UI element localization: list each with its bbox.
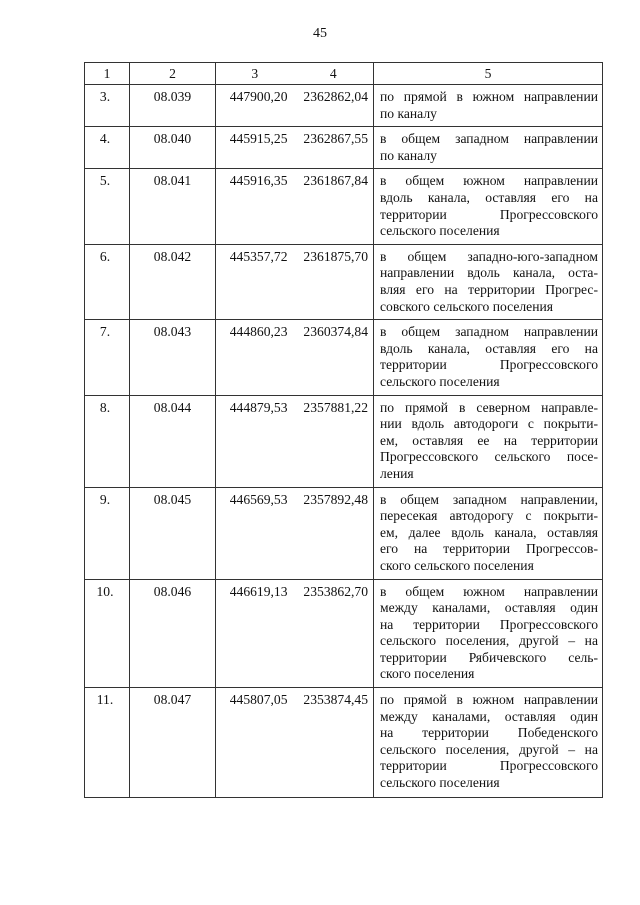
coordinate-y: 2353874,45: [294, 688, 374, 798]
page-number: 45: [313, 26, 327, 41]
description-line: по прямой в северном направле-: [380, 399, 598, 415]
description-line: ем, оставляя ее на территории: [380, 432, 598, 448]
coordinate-x: 445807,05: [216, 688, 294, 798]
description-line: ем, далее вдоль канала, оставляя: [380, 524, 598, 540]
row-number: 11.: [85, 688, 130, 798]
description-line: в общем западном направлении,: [380, 491, 598, 507]
coordinate-y: 2362862,04: [294, 85, 374, 127]
description-line: территории Прогрессовского: [380, 206, 598, 222]
coordinate-y: 2357881,22: [294, 395, 374, 487]
point-code: 08.040: [130, 127, 216, 169]
row-number: 8.: [85, 395, 130, 487]
point-code: 08.046: [130, 579, 216, 688]
description-line: территории Прогрессовского: [380, 357, 598, 373]
description-line: в общем западно-юго-западном: [380, 248, 598, 264]
table-row: [85, 688, 603, 798]
table-row: [85, 244, 603, 319]
point-code: 08.043: [130, 320, 216, 395]
row-number: 6.: [85, 244, 130, 319]
description-line: вляя его на территории Прогрес-: [380, 281, 598, 297]
description-line: между каналами, оставляя один: [380, 600, 598, 616]
boundary-description: [374, 395, 603, 487]
header-col-3: 3: [216, 63, 294, 85]
table-row: [85, 487, 603, 579]
boundary-description: [374, 244, 603, 319]
description-line: в общем южном направлении: [380, 173, 598, 189]
description-line: в общем западном направлении: [380, 324, 598, 340]
point-code: 08.045: [130, 487, 216, 579]
boundary-description: [374, 579, 603, 688]
description-line: Прогрессовского сельского посе-: [380, 449, 598, 465]
boundary-description: [374, 688, 603, 798]
description-line: на территории Победенского: [380, 725, 598, 741]
description-line: ского сельского поселения: [380, 557, 534, 573]
boundary-table: [84, 62, 603, 798]
table-row: [85, 169, 603, 244]
coordinate-x: 447900,20: [216, 85, 294, 127]
row-number: 7.: [85, 320, 130, 395]
boundary-description: [374, 487, 603, 579]
description-line: сельского поселения: [380, 223, 500, 239]
coordinate-y: 2353862,70: [294, 579, 374, 688]
header-col-2: 2: [130, 63, 216, 85]
table-row: [85, 395, 603, 487]
row-number: 3.: [85, 85, 130, 127]
coordinate-y: 2360374,84: [294, 320, 374, 395]
description-line: по каналу: [380, 105, 437, 121]
boundary-description: [374, 169, 603, 244]
coordinate-y: 2361875,70: [294, 244, 374, 319]
row-number: 5.: [85, 169, 130, 244]
description-line: пересекая автодорогу с покрыти-: [380, 508, 598, 524]
boundary-description: [374, 127, 603, 169]
description-line: нии вдоль автодороги с покрыти-: [380, 416, 598, 432]
description-line: направлении вдоль канала, оста-: [380, 265, 598, 281]
description-line: ления: [380, 465, 414, 481]
coordinate-x: 445357,72: [216, 244, 294, 319]
description-line: сельского поселения, другой – на: [380, 741, 598, 757]
table-row: [85, 127, 603, 169]
coordinate-x: 446569,53: [216, 487, 294, 579]
description-line: сельского поселения, другой – на: [380, 633, 598, 649]
point-code: 08.044: [130, 395, 216, 487]
description-line: территории Прогрессовского: [380, 758, 598, 774]
header-col-1: 1: [85, 63, 130, 85]
description-line: по прямой в южном направлении: [380, 692, 598, 708]
coordinate-y: 2357892,48: [294, 487, 374, 579]
coordinate-x: 444860,23: [216, 320, 294, 395]
table-header: [85, 63, 603, 85]
description-line: в общем южном направлении: [380, 583, 598, 599]
header-col-5: 5: [374, 63, 603, 85]
coordinate-y: 2361867,84: [294, 169, 374, 244]
header-row: [85, 63, 603, 85]
boundary-description: [374, 85, 603, 127]
coordinate-x: 445915,25: [216, 127, 294, 169]
description-line: территории Рябичевского сель-: [380, 649, 598, 665]
description-line: на территории Прогрессовского: [380, 616, 598, 632]
description-line: сельского поселения: [380, 775, 500, 791]
description-line: по каналу: [380, 147, 437, 163]
description-line: в общем западном направлении: [380, 131, 598, 147]
point-code: 08.041: [130, 169, 216, 244]
row-number: 10.: [85, 579, 130, 688]
coordinate-x: 444879,53: [216, 395, 294, 487]
row-number: 9.: [85, 487, 130, 579]
point-code: 08.047: [130, 688, 216, 798]
coordinate-x: 445916,35: [216, 169, 294, 244]
table-body: [85, 85, 603, 798]
description-line: вдоль канала, оставляя его на: [380, 340, 598, 356]
description-line: ского поселения: [380, 666, 475, 682]
point-code: 08.039: [130, 85, 216, 127]
description-line: между каналами, оставляя один: [380, 708, 598, 724]
coordinate-y: 2362867,55: [294, 127, 374, 169]
boundary-description: [374, 320, 603, 395]
description-line: его на территории Прогрессов-: [380, 541, 598, 557]
description-line: по прямой в южном направлении: [380, 89, 598, 104]
description-line: вдоль канала, оставляя его на: [380, 189, 598, 205]
row-number: 4.: [85, 127, 130, 169]
table-row: [85, 579, 603, 688]
header-col-4: 4: [294, 63, 374, 85]
coordinate-x: 446619,13: [216, 579, 294, 688]
point-code: 08.042: [130, 244, 216, 319]
table-row: [85, 320, 603, 395]
description-line: сельского поселения: [380, 373, 500, 389]
description-line: совского сельского поселения: [380, 298, 554, 314]
table-row: [85, 85, 603, 127]
